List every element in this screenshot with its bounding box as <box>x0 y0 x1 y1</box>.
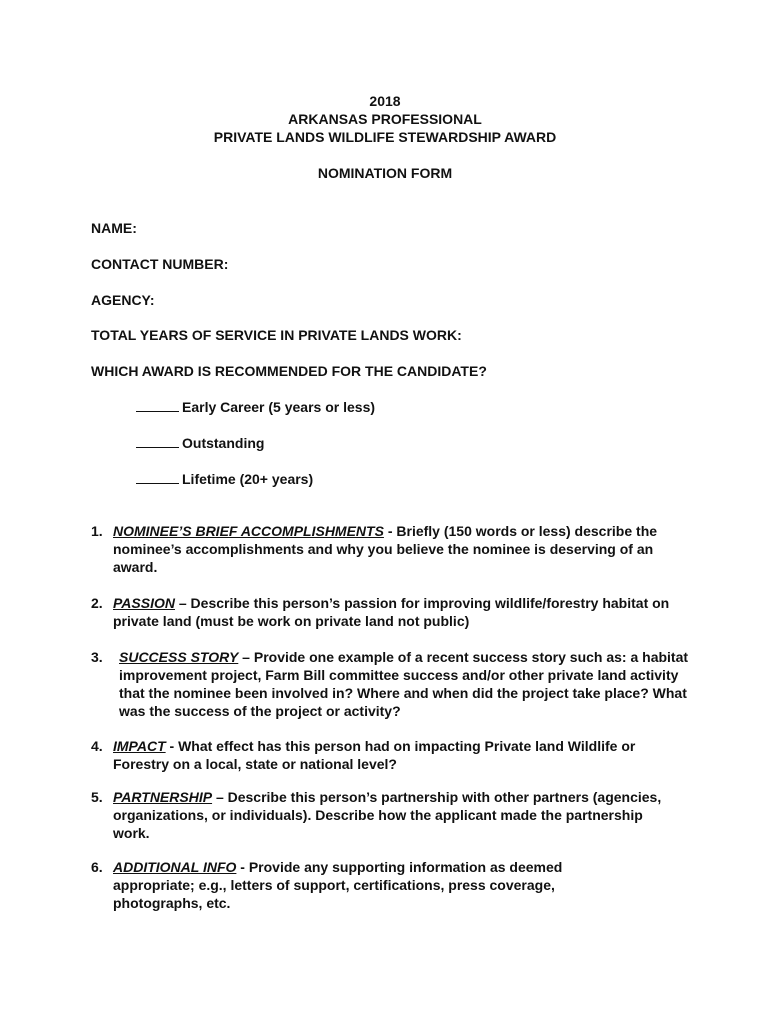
contact-number-field-label: CONTACT NUMBER: <box>91 256 229 272</box>
checkbox-blank-line[interactable] <box>136 434 179 448</box>
award-option-label: Outstanding <box>182 435 265 451</box>
question-item-additional-info <box>91 858 631 912</box>
question-item-passion <box>91 594 691 630</box>
item-body: - Briefly (150 words or less) describe the nominee’s accomplishments and why you believe the nominee is deserving of an award. <box>113 523 658 575</box>
question-item-impact <box>91 737 691 773</box>
award-question-label: WHICH AWARD IS RECOMMENDED FOR THE CANDIDATE? <box>91 363 487 379</box>
item-body: - Provide any supporting information as deemed appropriate; e.g., letters of support, certifications, press coverage, photographs, etc. <box>113 859 563 911</box>
header-organization: ARKANSAS PROFESSIONAL <box>288 111 482 127</box>
header-award-title: PRIVATE LANDS WILDLIFE STEWARDSHIP AWARD <box>213 129 557 145</box>
item-body: – Provide one example of a recent success story such as: a habitat improvement project, Farm Bill committee success and/or other private land activity that the nominee been involved in? Where and when did the project take place? What was the success of the project or activity? <box>119 649 689 719</box>
award-option-label: Lifetime (20+ years) <box>182 471 314 487</box>
years-of-service-field-label: TOTAL YEARS OF SERVICE IN PRIVATE LANDS WORK: <box>91 327 462 343</box>
item-heading: IMPACT <box>113 738 166 754</box>
checkbox-blank-line[interactable] <box>136 470 179 484</box>
item-body: - What effect has this person had on impacting Private land Wildlife or Forestry on a local, state or national level? <box>113 738 636 772</box>
question-item-success-story <box>91 648 693 720</box>
form-header <box>0 92 770 182</box>
item-body: – Describe this person’s partnership with other partners (agencies, organizations, or individuals). Describe how the applicant made the partnership work. <box>113 789 662 841</box>
checkbox-blank-line[interactable] <box>136 398 179 412</box>
agency-field-label: AGENCY: <box>91 292 155 308</box>
question-item-accomplishments <box>91 522 691 576</box>
form-title: NOMINATION FORM <box>317 165 453 181</box>
item-number: 4. <box>91 738 103 754</box>
award-option-lifetime[interactable] <box>136 470 313 488</box>
question-item-partnership <box>91 788 671 842</box>
item-heading: PASSION <box>113 595 175 611</box>
item-number: 6. <box>91 859 103 875</box>
item-body: – Describe this person’s passion for improving wildlife/forestry habitat on private land (must be work on private land not public) <box>113 595 670 629</box>
item-number: 2. <box>91 595 103 611</box>
award-option-outstanding[interactable] <box>136 434 264 452</box>
award-option-label: Early Career (5 years or less) <box>182 399 376 415</box>
name-field-label: NAME: <box>91 220 137 236</box>
item-heading: SUCCESS STORY <box>119 649 239 665</box>
award-option-early-career[interactable] <box>136 398 375 416</box>
item-heading: NOMINEE’S BRIEF ACCOMPLISHMENTS <box>113 523 384 539</box>
item-number: 1. <box>91 523 103 539</box>
item-heading: ADDITIONAL INFO <box>113 859 237 875</box>
header-year: 2018 <box>369 93 401 109</box>
item-heading: PARTNERSHIP <box>113 789 213 805</box>
item-number: 3. <box>91 649 103 665</box>
item-number: 5. <box>91 789 103 805</box>
